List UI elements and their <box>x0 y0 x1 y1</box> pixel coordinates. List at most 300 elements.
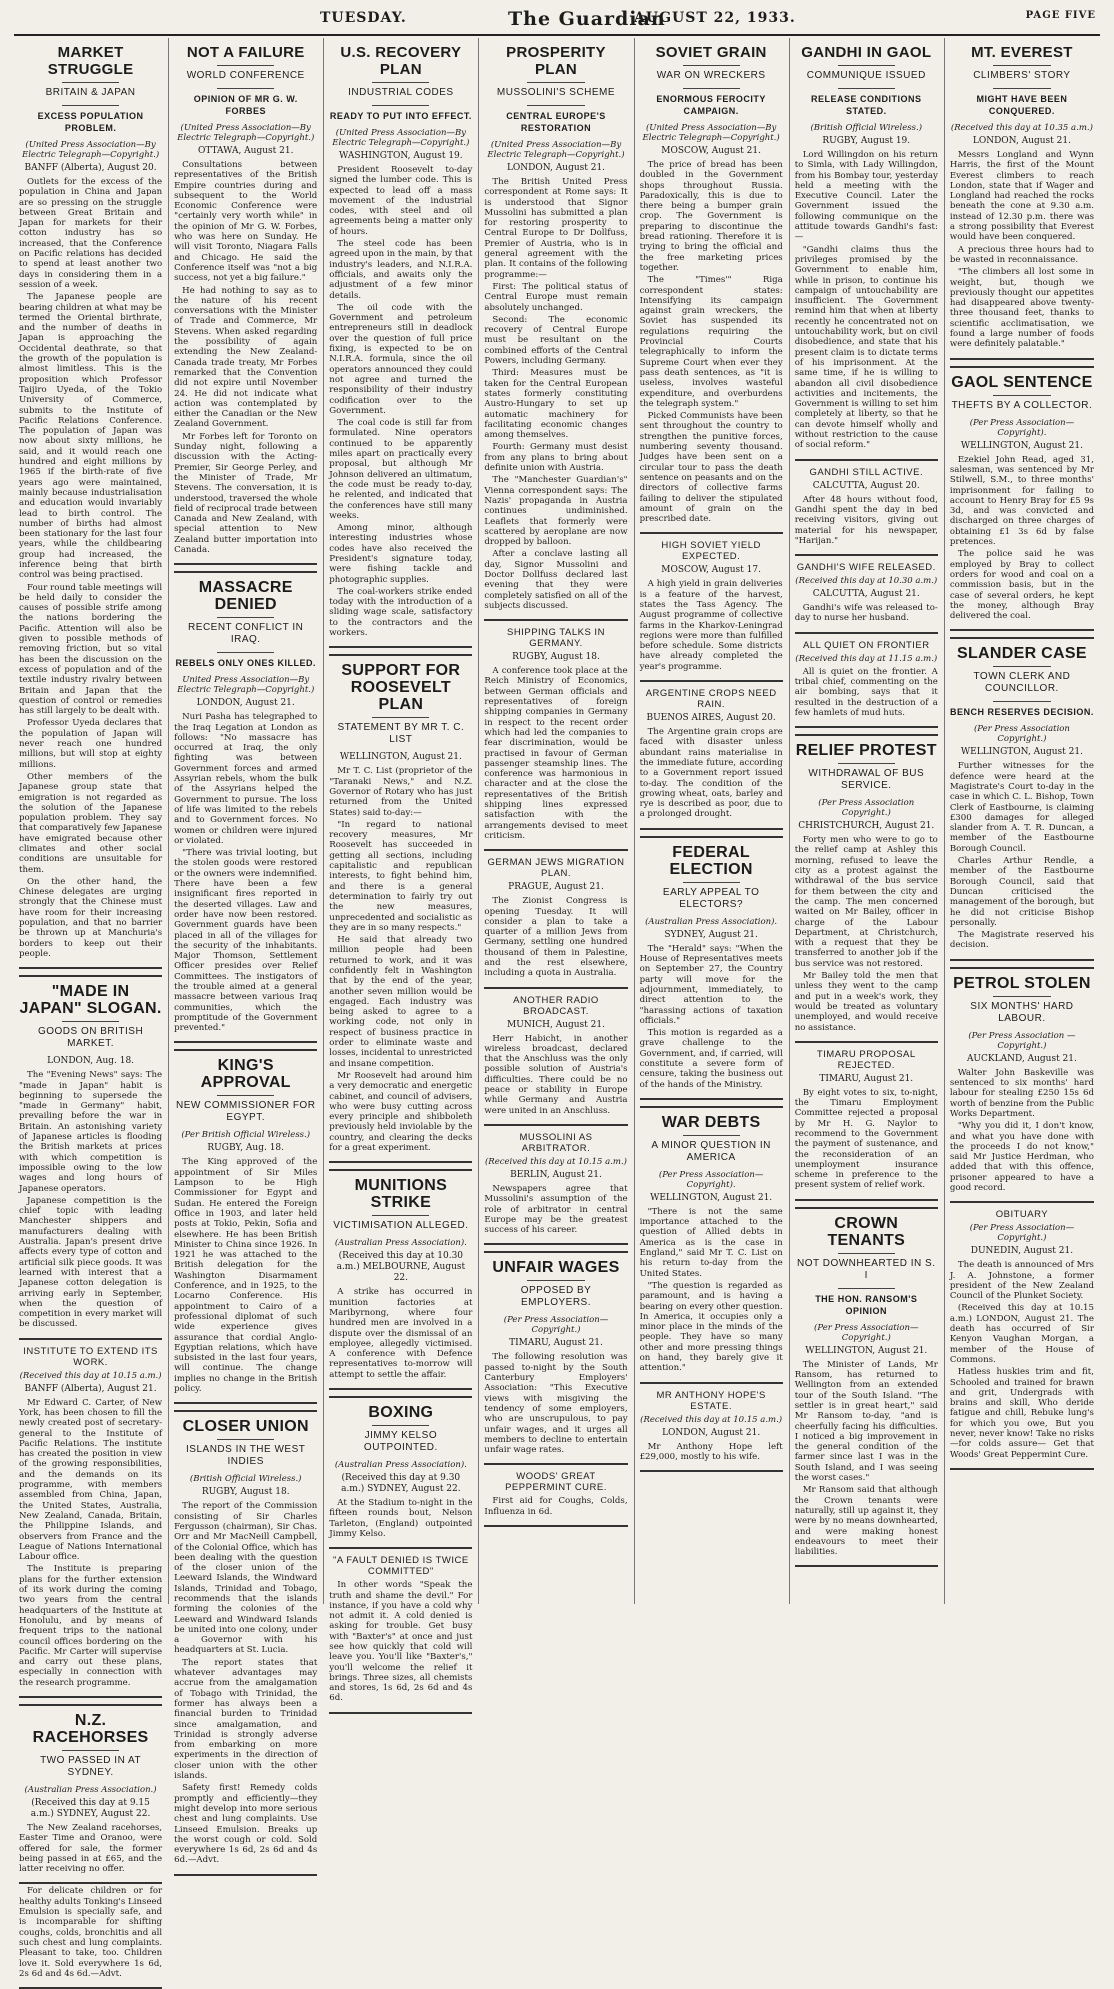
article-headline: OBITUARY <box>995 1209 1049 1221</box>
divider <box>372 82 429 83</box>
article-separator <box>640 828 783 830</box>
article <box>329 1396 472 1549</box>
article <box>484 44 627 621</box>
dateline: OTTAWA, August 21. <box>197 146 294 156</box>
dateline: RUGBY, August 19. <box>822 136 911 146</box>
article-paragraph: The Zionist Congress is opening Tuesday. It will consider a plan to take a quarter of a million Jews from Germany, settling one hundred thousand of them in Palestine, and the rest elsewhere, including a quota in Australia. <box>484 896 628 979</box>
article-headline: SOVIET GRAIN <box>655 44 767 61</box>
article-subheading: ISLANDS IN THE WEST INDIES <box>186 1444 306 1468</box>
article-headline: MUSSOLINI AS ARBITRATOR. <box>519 1131 593 1154</box>
article <box>795 562 938 634</box>
article-headline: PROSPERITY PLAN <box>506 44 606 78</box>
article-paragraph: Ezekiel John Read, aged 31, salesman, was sentenced by Mr Stilwell, S.M., to three months' imprisonment for failing to account to Henry Bray for £5 9s 3d, and was convicted and discharged on three charges of obtaining £1 3s 6d by false pretences. <box>949 454 1094 548</box>
article <box>329 1169 472 1390</box>
article <box>19 44 162 969</box>
press-credit: (Australian Press Association.) <box>24 1785 157 1795</box>
press-credit: (Per Press Association—Copyright). <box>658 1169 764 1190</box>
divider <box>527 82 584 83</box>
article <box>795 1207 938 1568</box>
article-headline: PETROL STOLEN <box>950 967 1094 992</box>
article-paragraph: This motion is regarded as a grave challenge to the Government, and, if carried, will constitute a severe form of censure, taking the business out of the hands of the Ministry. <box>639 1028 783 1090</box>
divider <box>683 65 740 66</box>
article-separator <box>950 1201 1094 1203</box>
dateline: RUGBY, August 18. <box>201 1487 290 1498</box>
article-paragraph: "In regard to national recovery measures, Mr Roosevelt has succeeded in getting all sections, including capitalistic and republican interests, to fight behind him, and there is a general determination to fairly try out the new measures, unprecedented and socialistic as they are in so many respects." <box>329 819 473 933</box>
article-separator <box>950 959 1094 961</box>
article-paragraph: Messrs Longland and Wynn Harris, the first of the Mount Everest climbers to reach London, state that if Wager and Longland had reached the rocks beneath the cone at 9.30 a.m. instead of 12.30 p.m. there was a strong possibility that Everest would have been conquered. <box>949 150 1094 243</box>
article-paragraph: Herr Habicht, in another wireless broadcast, declared that the Anschluss was the only possible solution of Austria's difficulties. There could be no peace or stability in Europe while Germany and Austria were united in an Anschluss. <box>484 1033 628 1116</box>
masthead-page: PAGE FIVE <box>1025 10 1096 21</box>
press-credit: (Received this day at 11.15 a.m.) <box>795 653 938 664</box>
article-subheading: CENTRAL EUROPE'S RESTORATION <box>506 111 606 133</box>
article-subheading: BENCH RESERVES DECISION. <box>949 707 1094 718</box>
dateline: CALCUTTA, August 20. <box>812 480 920 491</box>
masthead <box>14 8 1100 36</box>
article-paragraph: Mr Forbes left for Toronto on Sunday night, following a discussion with the Acting-Premier, Sir George Perley, and the Minister of Trade, Mr Stevens. The conversation, it is understood, traversed the whole field of reciprocal trade between Canada and New Zealand, with special attention to New Zealand butter importation into Canada. <box>174 431 318 555</box>
article <box>950 967 1094 1204</box>
article-paragraph: The oil code with the Government and petroleum entrepreneurs still in deadlock over the question of full price fixing, is expected to be on N.I.R.A. formula, since the oil operators announced they could not agree and turned the responsibility of their industry codification over to the Government. <box>329 302 473 416</box>
dateline: AUCKLAND, August 21. <box>966 1053 1077 1064</box>
press-credit: (Australian Press Association). <box>645 916 778 927</box>
article-separator <box>329 1547 472 1549</box>
article-paragraph: The New Zealand racehorses, Easter Time and Oranoo, were offered for sale, the former being passed in at £65, and the latter receiving no offer. <box>19 1823 163 1875</box>
article-separator <box>19 1338 162 1340</box>
article-paragraph: The steel code has been agreed upon in the main, by that industry's leaders, and N.I.R.A. officials, and awaits only the adjustment of a few minor details. <box>329 239 473 301</box>
press-credit: (Received this day at 10.15 a.m.) <box>19 1370 162 1381</box>
divider <box>838 763 895 764</box>
article-paragraph: After 48 hours without food, Gandhi spent the day in bed receiving visitors, giving out material for his newspaper, "Harijan." <box>794 494 938 546</box>
article-headline: WAR DEBTS <box>640 1106 783 1131</box>
dateline: MOSCOW, August 21. <box>661 146 761 156</box>
dateline: DUNEDIN, August 21. <box>970 1246 1074 1257</box>
article-subheading: VICTIMISATION ALLEGED. <box>333 1220 469 1232</box>
article-headline: MARKET STRUGGLE <box>47 44 134 78</box>
article <box>174 1410 317 1875</box>
article-headline: GERMAN JEWS MIGRATION PLAN. <box>487 857 625 880</box>
article-headline: ALL QUIET ON FRONTIER <box>802 639 930 651</box>
article-paragraph: First aid for Coughs, Colds, Influenza in 6d. <box>484 1496 628 1517</box>
divider <box>372 1215 429 1216</box>
article <box>329 1555 472 1714</box>
article-separator <box>19 1696 162 1698</box>
article-headline: RELIEF PROTEST <box>795 734 938 759</box>
article-separator <box>795 1199 938 1201</box>
article-subheading: GOODS ON BRITISH MARKET. <box>37 1026 144 1050</box>
press-credit: (British Official Wireless.) <box>189 1474 302 1485</box>
article-paragraph: On the other hand, the Chinese delegates are urging strongly that the Chinese must have room for their increasing population, and that no barrier be thrown up at Manchuria's borders to keep out their people. <box>19 876 163 959</box>
article-subheading: A MINOR QUESTION IN AMERICA <box>651 1139 771 1163</box>
press-credit: (Per Press Association Copyright.) <box>818 798 915 819</box>
article-subheading: READY TO PUT INTO EFFECT. <box>329 111 472 121</box>
divider <box>993 395 1051 396</box>
divider <box>217 1095 274 1096</box>
article-paragraph: Newspapers agree that Mussolini's assumption of the role of arbitrator in central Europe may be the greatest success of his career. <box>484 1183 628 1236</box>
article <box>795 467 938 556</box>
article-separator <box>484 1124 627 1126</box>
article-paragraph: Lord Willingdon on his return to Simla, with Lady Willingdon, from his Bombay tour, yesterday held a meeting with the Executive Council. Later the Government issued the following communique on the attitude towards Gandhi's fast:— <box>794 150 938 243</box>
article-separator <box>795 1041 938 1043</box>
article-headline: GANDHI'S WIFE RELEASED. <box>796 562 936 574</box>
divider <box>62 1750 119 1751</box>
article-paragraph: Other members of the Japanese group state that emigration is not regarded as the solution of the Japanese population problem. They say that comparatively few Japanese have emigrated because other climates and other social conditions are unsuitable for them. <box>19 771 163 875</box>
article-separator <box>484 1525 627 1527</box>
article-paragraph: "The climbers all lost some in weight, but, though we previously thought our appetites had disappeared above twenty-three thousand feet, thanks to scientific acclimatisation, we found a large number of foods were definitely palatable." <box>949 267 1094 350</box>
newspaper-column <box>169 38 324 1866</box>
press-credit: (United Press Association—By Electric Telegraph—Copyright.) <box>642 123 780 143</box>
article <box>950 1209 1094 1470</box>
masthead-title: The Guardian <box>508 8 666 30</box>
press-credit: (Per Press Association—Copyright.) <box>503 1315 609 1336</box>
divider <box>838 65 895 66</box>
article-headline: MUNITIONS STRIKE <box>329 1169 472 1211</box>
newspaper-column <box>945 38 1100 1604</box>
article-separator <box>640 1098 783 1100</box>
article <box>329 44 472 648</box>
article-headline: "MADE IN JAPAN" SLOGAN. <box>19 975 162 1017</box>
press-credit: (Per Press Association Copyright.) <box>973 724 1070 745</box>
article-paragraph: Nuri Pasha has telegraphed to the Iraq Legation at London as follows: "No massacre has occurred at Iraq, the only fighting was between Government forces and armed Assyrian rebels, whom the bulk of the Assyrians helped the Government to pursue. The loss of life was limited to the rebels and to Government forces. No women or children were injured or violated. <box>174 712 318 846</box>
dateline: LONDON, August 21. <box>972 136 1071 146</box>
divider <box>62 105 119 106</box>
divider <box>993 701 1051 702</box>
press-credit: (United Press Association—By Electric Telegraph—Copyright.) <box>21 140 160 160</box>
article-subheading: REBELS ONLY ONES KILLED. <box>175 658 316 669</box>
article-paragraph: "There was trivial looting, but the stolen goods were restored or the owners were indemnified. There have been a few insignificant fires reported in the deserted villages. Law and order have now been restored. Government guards have been placed in all of the villages for the security of the inhabitants. Major Thomson, Settlement Officer presides over Relief Committees. The instigators of the trouble aimed at a general massacre between various Iraq communities, which the promptitude of the Government prevented." <box>174 848 318 1034</box>
divider <box>683 1135 740 1136</box>
press-credit: (Australian Press Association). <box>334 1238 467 1249</box>
article-paragraph: Fourth: Germany must desist from any plans to bring about definite union with Austria. <box>484 442 628 474</box>
article <box>19 975 162 1339</box>
dateline: RUGBY, August 18. <box>512 652 600 663</box>
article-paragraph: The Institute is preparing plans for the further extension of its work during the coming two years from the central headquarters of the Institute at Honolulu, and by means of frequent trips to the national council offices bordering on the Pacific. Mr Carter will supervise and carry out these plans, especially in connection with the research programme. <box>19 1564 163 1688</box>
divider <box>217 652 274 653</box>
article-headline: NOT A FAILURE <box>186 44 305 61</box>
article-paragraph: At the Stadium to-night in the fifteen rounds bout, Nelson Tarleton, (England) outpointed Jimmy Kelso. <box>329 1498 473 1539</box>
article-paragraph: Safety first! Remedy colds promptly and efficiently—they might develop into more serious chest and lung complaints. Use Linseed Emulsion. Breaks up the worst cough or cold. Sold everywhere 1s 6d, 2s 6d and 4s 6d.—Advt. <box>174 1783 318 1866</box>
article-subheading: WITHDRAWAL OF BUS SERVICE. <box>808 768 925 792</box>
divider <box>838 1288 895 1289</box>
article-headline: SLANDER CASE <box>950 637 1094 662</box>
article-paragraph: Mr Edward C. Carter, of New York, has been chosen to fill the newly created post of secretary-general to the Institute of Pacific Relations. The institute has created the position in view of the growing responsibilities, and the demands on its programme, with members assembled from China, Japan, the United States, Australia, New Zealand, Canada, Britain, the Philippine Islands, and observers from France and the League of Nations International Labour office. <box>19 1397 163 1563</box>
article-subheading: STATEMENT BY MR T. C. LIST <box>337 722 465 746</box>
article-paragraph: The Minister of Lands, Mr Ransom, has returned to Wellington from an extended tour of the South Island. "The settler is in great heart," said Mr Ransom to-day, "and is cheerfully facing his difficulties. I noticed a big improvement in the general condition of the farmer since last I was in the South Island, and I was seeing the worst cases." <box>794 1359 938 1484</box>
article-separator <box>795 554 938 556</box>
article-paragraph: The King approved of the appointment of Sir Miles Lampson to be High Commissioner for Egypt and Sudan. He entered the Foreign Office in 1903, and later held posts at Tokio, Pekin, Sofia and elsewhere. He has been British Minister to China since 1926. In 1921 he was attached to the British delegation for the Washington Disarmament Conference, and in 1925, to the Locarno Conference. His appointment to Cairo of a professional diplomat of such wide experience gives assurance that cordial Anglo-Egyptian relations, which have subsisted in the last four years, will continue. The change implies no change in the British policy. <box>174 1157 318 1395</box>
newspaper-column <box>635 38 790 1604</box>
divider <box>683 88 740 89</box>
article-subheading: TWO PASSED IN AT SYDNEY. <box>40 1755 142 1778</box>
dateline: WELLINGTON, August 21. <box>805 1345 928 1356</box>
masthead-date: AUGUST 22, 1933. <box>634 10 796 26</box>
article <box>484 857 627 988</box>
article <box>484 627 627 851</box>
article-paragraph: The "Times'" Riga correspondent states: Intensifying its campaign against grain wreckers, the Soviet has suspended its regulations requiring the Provincial Courts telegraphically to inform the Supreme Court when ever they pass death sentences, as "it is useless, involves wasteful expenditure, and overburdens the telegraph system." <box>639 275 783 409</box>
article <box>484 1251 627 1465</box>
divider <box>372 717 429 718</box>
article-headline: INSTITUTE TO EXTEND ITS WORK. <box>23 1345 158 1368</box>
divider <box>217 1439 274 1440</box>
article <box>19 1704 162 1884</box>
dateline: MUNICH, August 21. <box>507 1019 605 1030</box>
article-subheading: CLIMBERS' STORY <box>973 70 1071 81</box>
article-separator <box>174 1874 317 1876</box>
press-credit: (Per Press Association — Copyright.) <box>968 1030 1076 1051</box>
article-paragraph: The British United Press correspondent at Rome says: It is understood that Signor Mussolini has submitted a plan for restoring prosperity to Central Europe to Dr Dollfuss, Premier of Austria, who is in general agreement with the plan. It contains of the following programme:— <box>484 177 628 280</box>
newspaper-column <box>479 38 634 1604</box>
dateline: BUENOS AIRES, August 20. <box>646 713 776 724</box>
article-headline: FEDERAL ELECTION <box>640 836 783 878</box>
article-separator <box>329 1388 472 1390</box>
dateline: WELLINGTON, August 21. <box>339 752 462 763</box>
dateline: (Received this day at 9.15 a.m.) SYDNEY, August 22. <box>30 1798 151 1819</box>
dateline: LONDON, August 21. <box>662 1427 761 1438</box>
article-separator <box>484 987 627 989</box>
article-separator <box>795 459 938 461</box>
article-paragraph: Picked Communists have been sent throughout the country to strengthen the punitive forces, numbering seventy thousand. Judges have been sent on a circular tour to pass the death sentence on peasants and on the directors of collective farms failing to deliver the stipulated amount of grain on the prescribed date. <box>639 411 783 525</box>
article-headline: ANOTHER RADIO BROADCAST. <box>513 994 599 1017</box>
article-subheading: SIX MONTHS' HARD LABOUR. <box>970 1000 1074 1024</box>
article-separator <box>329 646 472 648</box>
article-separator <box>174 563 317 565</box>
article-headline: SHIPPING TALKS IN GERMANY. <box>507 627 605 650</box>
article <box>640 1106 783 1384</box>
article-subheading: EARLY APPEAL TO ELECTORS? <box>662 886 760 910</box>
article-paragraph: The report of the Commission consisting of Sir Charles Fergusson (chairman), Sir Chas. Orr and Mr MacNeill Campbell, of the Colonial Office, which has been dealing with the question of the closer union of the Leeward Islands, the Windward Islands, Trinidad and Tobago, recommends that the islands forming the colonies of the Leeward and Windward Islands be united into one colony, under a Governor with his headquarters at St. Lucia. <box>174 1501 318 1656</box>
article-headline: N.Z. RACEHORSES <box>19 1704 162 1746</box>
article <box>19 1886 162 1989</box>
press-credit: (United Press Association—By Electric Telegraph—Copyright.) <box>487 140 625 160</box>
press-credit: (Per British Official Wireless.) <box>181 1130 311 1141</box>
divider <box>838 1253 895 1254</box>
article-subheading: OPPOSED BY EMPLOYERS. <box>520 1285 592 1309</box>
article-headline: "A FAULT DENIED IS TWICE COMMITTED" <box>332 1555 469 1578</box>
masthead-day: TUESDAY. <box>320 10 407 26</box>
press-credit: (Received this day at 10.15 a.m.) <box>484 1156 627 1167</box>
article-paragraph: Japanese competition is the chief topic with leading Manchester shippers and manufacturers dealing with Australia. Japan's present drive affects every type of cotton and artificial silk piece goods. It was learned with interest that a Japanese cotton delegation is arriving early in September, when the question of competition in every market will be discussed. <box>19 1195 163 1330</box>
article-paragraph: The price of bread has been doubled in the Government shops throughout Russia. Paradoxically, this is due to there being a bumper grain crop. The Government is preparing to discontinue the bread rationing. Therefore it is trying to bring the official and the free marketing prices together. <box>639 160 783 273</box>
dateline: BANFF (Alberta), August 20. <box>24 163 157 173</box>
divider <box>62 82 119 83</box>
article-paragraph: Further witnesses for the defence were heard at the Magistrate's Court to-day in the case in which C. L. Bishop, Town Clerk of Eastbourne, is claiming £300 damages for alleged slander from A. T. R. Duncan, a member of the Eastbourne Borough Council. <box>949 761 1094 854</box>
press-credit: (United Press Association—By Electric Telegraph—Copyright.) <box>332 128 470 148</box>
article <box>795 1049 938 1201</box>
article <box>174 571 317 1043</box>
article <box>329 654 472 1163</box>
article <box>640 836 783 1100</box>
article-separator <box>795 632 938 634</box>
article-subheading: BRITAIN & JAPAN <box>45 87 136 98</box>
article-paragraph: Outlets for the excess of the population in China and Japan are so pressing on the struggle between Great Britain and Japan for markets for their cotton industry has so increased, that the Conference on Pacific relations has decided to spend at least another two days in considering them in a session of a week. <box>19 177 163 290</box>
dateline: BERLIN, August 21. <box>510 1169 602 1180</box>
article-separator <box>795 1565 938 1567</box>
article-paragraph: The Japanese people are bearing children at what may be termed the Oriental birthrate, and the number of deaths in Japan is approaching the Occidental deathrate, so that the growth of the population is almost limitless. This is the proposition which Professor Taijiro Uyeda, of the Tokio University of Commerce, submits to the Institute of Pacific Relations Conference. The population of Japan was now about sixty millions, he said, and it would reach one hundred and eight millions by 1965 if the birth-rate of five years ago were maintained, mainly because industrialisation and education would invariably lead to birth control. The number of births had almost been stationary for the last four years, while the childbearing group had increased, the inference being that birth control was being practised. <box>19 292 163 581</box>
article-paragraph: By eight votes to six, to-night, the Timaru Employment Committee rejected a proposal by Mr H. G. Naylor to recommend to the Government the payment of sustenance, and the reconsideration of an unemployment insurance scheme in preference to the present system of relief work. <box>794 1087 938 1191</box>
divider <box>217 88 274 89</box>
dateline: BANFF (Alberta), August 21. <box>24 1383 157 1394</box>
article-paragraph: "Gandhi claims thus the privileges promised by the Government to enable him, while in prison, to continue his campaign of untouchability are insufficient. The Government remind him that when at liberty recently he concentrated not on untouchability work, but on civil disobedience, and state that his present claim is to dictate terms of his imprisonment. At the same time, if he is willing to abandon all civil disobedience activities and incitements, the Government is willing to set him completely at liberty, so that he can devote himself wholly and without restriction to the cause of social reform." <box>794 244 938 451</box>
article-headline: ARGENTINE CROPS NEED RAIN. <box>645 688 777 711</box>
dateline: LONDON, August 21. <box>196 698 295 709</box>
press-credit: (Received this day at 10.30 a.m.) <box>795 576 938 587</box>
article-headline: WOODS' GREAT PEPPERMINT CURE. <box>505 1471 607 1494</box>
dateline: TIMARU, August 21. <box>509 1338 603 1349</box>
article-headline: KING'S APPROVAL <box>174 1049 317 1091</box>
dateline: TIMARU, August 21. <box>819 1073 914 1084</box>
article <box>484 995 627 1126</box>
article-subheading: THE HON. RANSOM'S OPINION <box>815 1293 918 1316</box>
article-subheading: WAR ON WRECKERS <box>656 70 766 81</box>
divider <box>993 996 1051 997</box>
press-credit: (Australian Press Association). <box>334 1460 467 1471</box>
article <box>795 44 938 461</box>
article-paragraph: He said that already two million people had been returned to work, and it was confidently felt in Washington that by the end of the year, another seven million would be engaged. Each industry was being asked to agree to a working code, not only in respect of business practice in order to eliminate waste and losses, incidental to unrestricted and insane competition. <box>329 935 473 1069</box>
article-subheading: ENORMOUS FEROCITY CAMPAIGN. <box>656 94 766 116</box>
article-separator <box>484 1243 627 1245</box>
dateline: WELLINGTON, August 21. <box>960 440 1083 451</box>
article-separator <box>950 358 1094 360</box>
article-separator <box>484 1463 627 1465</box>
article-paragraph: Gandhi's wife was released to-day to nurse her husband. <box>794 603 938 624</box>
article <box>640 44 783 534</box>
article-paragraph: Four round table meetings will be held daily to consider the causes of possible strife among the nations bordering the Pacific. Attention will also be given to possible methods of removing friction, but so vital has been the discussion on the excess of population and of the textile industry rivalry between Britain and Japan that the question of control or remedies has still largely to be dealt with. <box>19 582 163 717</box>
article-subheading: MUSSOLINI'S SCHEME <box>496 87 616 98</box>
article <box>174 44 317 565</box>
article-separator <box>484 619 627 621</box>
article-paragraph: Forty men who were to go to the relief camp at Ashley this morning, refused to leave the city as a protest against the withdrawal of the bus service for them between the city and the camp. The men concerned waited on Mr Bailey, officer in charge of the Labour Department, at Christchurch, with a request that they be transferred to another job if the bus service was not restored. <box>794 835 938 969</box>
article-paragraph: The death is announced of Mrs J. A. Johnstone, a former president of the New Zealand Council of the Plunket Society. <box>949 1260 1094 1302</box>
article-paragraph: "The question is regarded as paramount, and is having a bearing on every other question. In America, it occupies only a minor place in the minds of the people. They have so many other and more pressing things on hand, they barely give it attention." <box>639 1280 783 1374</box>
dateline: LONDON, August 21. <box>506 163 606 173</box>
divider <box>527 105 584 106</box>
article-paragraph: The coal-workers strike ended today with the introduction of a sliding wage scale, satisfactory to the contractors and the workers. <box>329 586 473 639</box>
divider <box>838 88 895 89</box>
newspaper-column <box>14 38 169 1979</box>
divider <box>217 65 274 66</box>
article-subheading: JIMMY KELSO OUTPOINTED. <box>363 1430 438 1454</box>
article-paragraph: (Received this day at 10.15 a.m.) LONDON, August 21. The death has occurred of Sir Kenyon Vaughan Morgan, a member of the House of Commons. <box>949 1303 1094 1365</box>
divider <box>993 666 1051 667</box>
article <box>19 1346 162 1698</box>
article-separator <box>640 532 783 534</box>
article-subheading: MIGHT HAVE BEEN CONQUERED. <box>976 94 1068 116</box>
article-paragraph: A conference took place at the Reich Ministry of Economics, between German officials and representatives of foreign shipping companies in Germany in respect to the recent order which had led the companies to fear discrimination, would be practised in favour of German passenger steamship lines. The conference was harmonious in character and at the close the representatives of the British shipping lines expressed satisfaction with the arrangements devised to meet criticism. <box>484 666 628 841</box>
article-paragraph: Hatless huskies trim and fit, Schooled and trained for brawn and grit, Undergrads with brains and skill, Who deride fatigue and chill, Rebuke lung's for which you owe, But you never, never know! Take no risks—for colds assure— Get that Woods' Great Peppermint Cure. <box>949 1367 1094 1460</box>
newspaper-column <box>790 38 945 1604</box>
dateline: (Received this day at 10.30 a.m.) MELBOURNE, August 22. <box>336 1251 466 1284</box>
article-paragraph: Charles Arthur Rendle, a member of the Eastbourne Borough Council, said that Duncan criticised the management of the borough, but he did not criticise Bishop personally. <box>949 856 1094 928</box>
article-paragraph: The police said he was employed by Bray to collect orders for wood and coal on a commission basis, but in the case of several orders, he kept the money, although Bray delivered the coal. <box>949 549 1094 622</box>
article-subheading: COMMUNIQUE ISSUED <box>806 70 926 81</box>
dateline: RUGBY, Aug. 18. <box>207 1143 285 1154</box>
article-headline: U.S. RECOVERY PLAN <box>340 44 462 78</box>
article-paragraph: Mr Bailey told the men that unless they went to the camp and put in a week's work, they would be treated as voluntary unemployed, and would receive no assistance. <box>794 971 938 1033</box>
article-paragraph: After a conclave lasting all day, Signor Mussolini and Doctor Dollfuss declared last evening that they were completely satisfied on all of the subjects discussed. <box>484 549 628 611</box>
press-credit: (United Press Association—By Electric Telegraph—Copyright.) <box>177 123 315 143</box>
article-paragraph: The Magistrate reserved his decision. <box>949 930 1094 951</box>
article-subheading: EXCESS POPULATION PROBLEM. <box>37 111 144 133</box>
divider <box>217 617 274 618</box>
article-subheading: TOWN CLERK AND COUNCILLOR. <box>973 671 1071 695</box>
article <box>950 44 1094 360</box>
article-paragraph: A high yield in grain deliveries is a feature of the harvest, states the Tass Agency. The August programme of collective farms in the Kharkov-Leningrad regions were more than fulfilled before schedule. Some districts have already completed the year's programme. <box>639 579 783 672</box>
dateline: SYDNEY, August 21. <box>664 929 758 940</box>
article-headline: CROWN TENANTS <box>795 1207 938 1249</box>
article-separator <box>950 629 1094 631</box>
newspaper-column <box>324 38 479 1704</box>
article-paragraph: Mr T. C. List (proprietor of the "Taranaki News," and N.Z. Governor of Rotary who has just returned from the United States) said to-day:— <box>329 766 473 818</box>
article-headline: MASSACRE DENIED <box>174 571 317 613</box>
article-separator <box>484 849 627 851</box>
article <box>640 688 783 830</box>
article-headline: BOXING <box>329 1396 472 1421</box>
article-headline: GAOL SENTENCE <box>950 366 1094 391</box>
dateline: WELLINGTON, August 21. <box>960 747 1083 758</box>
article-paragraph: A strike has occurred in munition factories at Maribyrnong, where four hundred men are involved in a dispute over the dismissal of an employee, allegedly victimised. A conference with Defence representatives to-morrow will attempt to settle the affair. <box>329 1287 473 1380</box>
article-paragraph: For delicate children or for healthy adults Tonking's Linseed Emulsion is specially safe, and is incomparable for shifting coughs, colds, bronchitis and all such chest and lung complaints. Pleasant to take, too. Children love it. Sold everywhere 1s 6d, 2s 6d and 4s 6d.—Advt. <box>19 1886 163 1979</box>
article-paragraph: The coal code is still far from formulated. Nine operators continued to be apparently miles apart on practically every proposal, but although Mr Johnson delivered an ultimatum, the code must be ready to-day, he relented, and indicated that the conferences have still many weeks. <box>329 418 473 521</box>
article-headline: SUPPORT FOR ROOSEVELT PLAN <box>329 654 472 713</box>
article-headline: HIGH SOVIET YIELD EXPECTED. <box>661 540 761 563</box>
article-paragraph: He had nothing to say as to the nature of his recent conversations with the Minister of Trade and Commerce, Mr Stevens. When asked regarding the possibility of again extending the New Zealand-Canada trade treaty, Mr Forbes remarked that the Convention did not expire until November 24. He did not indicate what action was contemplated by either the Canadian or the New Zealand Government. <box>174 285 318 430</box>
press-credit: (Per Press Association—Copyright.) <box>814 1322 919 1343</box>
article-paragraph: The Argentine grain crops are faced with disaster unless abundant rains materialise in the immediate future, according to a Government report issued to-day. The condition of the growing wheat, oats, barley and rye is described as poor, due to a prolonged drought. <box>639 727 783 820</box>
press-credit: (Received this day at 10.15 a.m.) <box>640 1414 783 1425</box>
article-paragraph: Among minor, although interesting industries whose codes have also received the President's signature today, were fishing tackle and photographic supplies. <box>329 523 473 585</box>
article-paragraph: Third: Measures must be taken for the Central European states formerly constituting Austro-Hungary to set up automatic machinery for facilitating economic changes among themselves. <box>484 368 628 441</box>
article-paragraph: All is quiet on the frontier. A tribal chief, commenting on the air bombing, says that it resulted in the destruction of a few hamlets of mud huts. <box>794 666 938 718</box>
article <box>795 734 938 1043</box>
dateline: WELLINGTON, August 21. <box>650 1192 773 1203</box>
article-separator <box>19 967 162 969</box>
article-paragraph: The following resolution was passed to-night by the South Canterbury Employers' Association: "This Executive views with misgiving the tendency of some employers, who are unscrupulous, to pay unfair wages, and it urges all members to decline to entertain unfair wage rates. <box>484 1352 628 1456</box>
article-separator <box>795 726 938 728</box>
article-subheading: RELEASE CONDITIONS STATED. <box>811 94 922 116</box>
article-headline: TIMARU PROPOSAL REJECTED. <box>816 1048 916 1071</box>
article-paragraph: Mr Anthony Hope left £29,000, mostly to his wife. <box>639 1441 783 1462</box>
article-paragraph: The report states that whatever advantages may accrue from the amalgamation of Tobago with Trinidad, the former has always been a financial burden to Trinidad since amalgamation, and Trinidad is strongly adverse from embarking on more experiments in the direction of closer union with the other islands. <box>174 1657 318 1782</box>
article-separator <box>329 1712 472 1714</box>
article-headline: GANDHI IN GAOL <box>801 44 932 61</box>
article-subheading: WORLD CONFERENCE <box>186 70 305 81</box>
divider <box>683 882 740 883</box>
article-paragraph: A precious three hours had to be wasted in reconnaissance. <box>949 244 1094 265</box>
article-headline: MT. EVEREST <box>971 44 1073 61</box>
dateline: (Received this day at 9.30 a.m.) SYDNEY, August 22. <box>341 1473 461 1495</box>
article-paragraph: In other words "Speak the truth and shame the devil." For instance, if you have a cold why not admit it. A cold denied is asking for trouble. Get busy with "Baxter's" at once and just see how quickly that cold will leave you. You'll like "Baxter's," you'll welcome the relief it brings. Three sizes, all chemists and stores, 1s 6d, 2s 6d and 4s 6d. <box>329 1580 473 1704</box>
article-headline: CLOSER UNION <box>174 1410 317 1435</box>
article <box>640 1390 783 1473</box>
article-paragraph: President Roosevelt to-day signed the lumber code. This is expected to lead off a mass movement of the industrial codes, with steel and oil agreements being a matter only of hours. <box>329 165 473 237</box>
article-subheading: NEW COMMISSIONER FOR EGYPT. <box>175 1100 316 1124</box>
dateline: PRAGUE, August 21. <box>508 882 604 893</box>
article-separator <box>174 1402 317 1404</box>
press-credit: (Per Press Association—Copyright). <box>969 417 1075 438</box>
article-paragraph: "Why you did it, I don't know, and what you have done with the proceeds I do not know," said Mr Justice Herdman, who added that with this offence, prisoner appeared to have a good record. <box>949 1121 1094 1193</box>
article-paragraph: Consultations between representatives of the British Empire countries during and subsequent to the World Economic Conference were "certainly very worth while" in the opinion of Mr G. W. Forbes, who was here on Sunday. He will visit Toronto, Niagara Falls and Chicago. He said the Conference itself was "not a big success, not yet a big failure." <box>174 160 318 284</box>
article-paragraph: The "Manchester Guardian's" Vienna correspondent says: The Nazis' propaganda in Austria continues undiminished. Leaflets that formerly were scattered by aeroplane are now dropped by balloon. <box>484 475 628 548</box>
article-separator <box>640 1382 783 1384</box>
dateline: WASHINGTON, August 19. <box>339 151 463 161</box>
article <box>950 637 1094 960</box>
article-paragraph: Second: The economic recovery of Central Europe must be resultant on the combined efforts of the Central Powers, including Germany. <box>484 314 628 367</box>
dateline: CHRISTCHURCH, August 21. <box>798 821 935 832</box>
press-credit: (British Official Wireless.) <box>810 123 923 133</box>
article-subheading: THEFTS BY A COLLECTOR. <box>951 399 1093 411</box>
article-subheading: OPINION OF MR G. W. FORBES <box>193 94 298 116</box>
divider <box>527 1280 584 1281</box>
article-separator <box>329 1161 472 1163</box>
article-paragraph: First: The political status of Central Europe must remain absolutely unchanged. <box>484 281 628 313</box>
